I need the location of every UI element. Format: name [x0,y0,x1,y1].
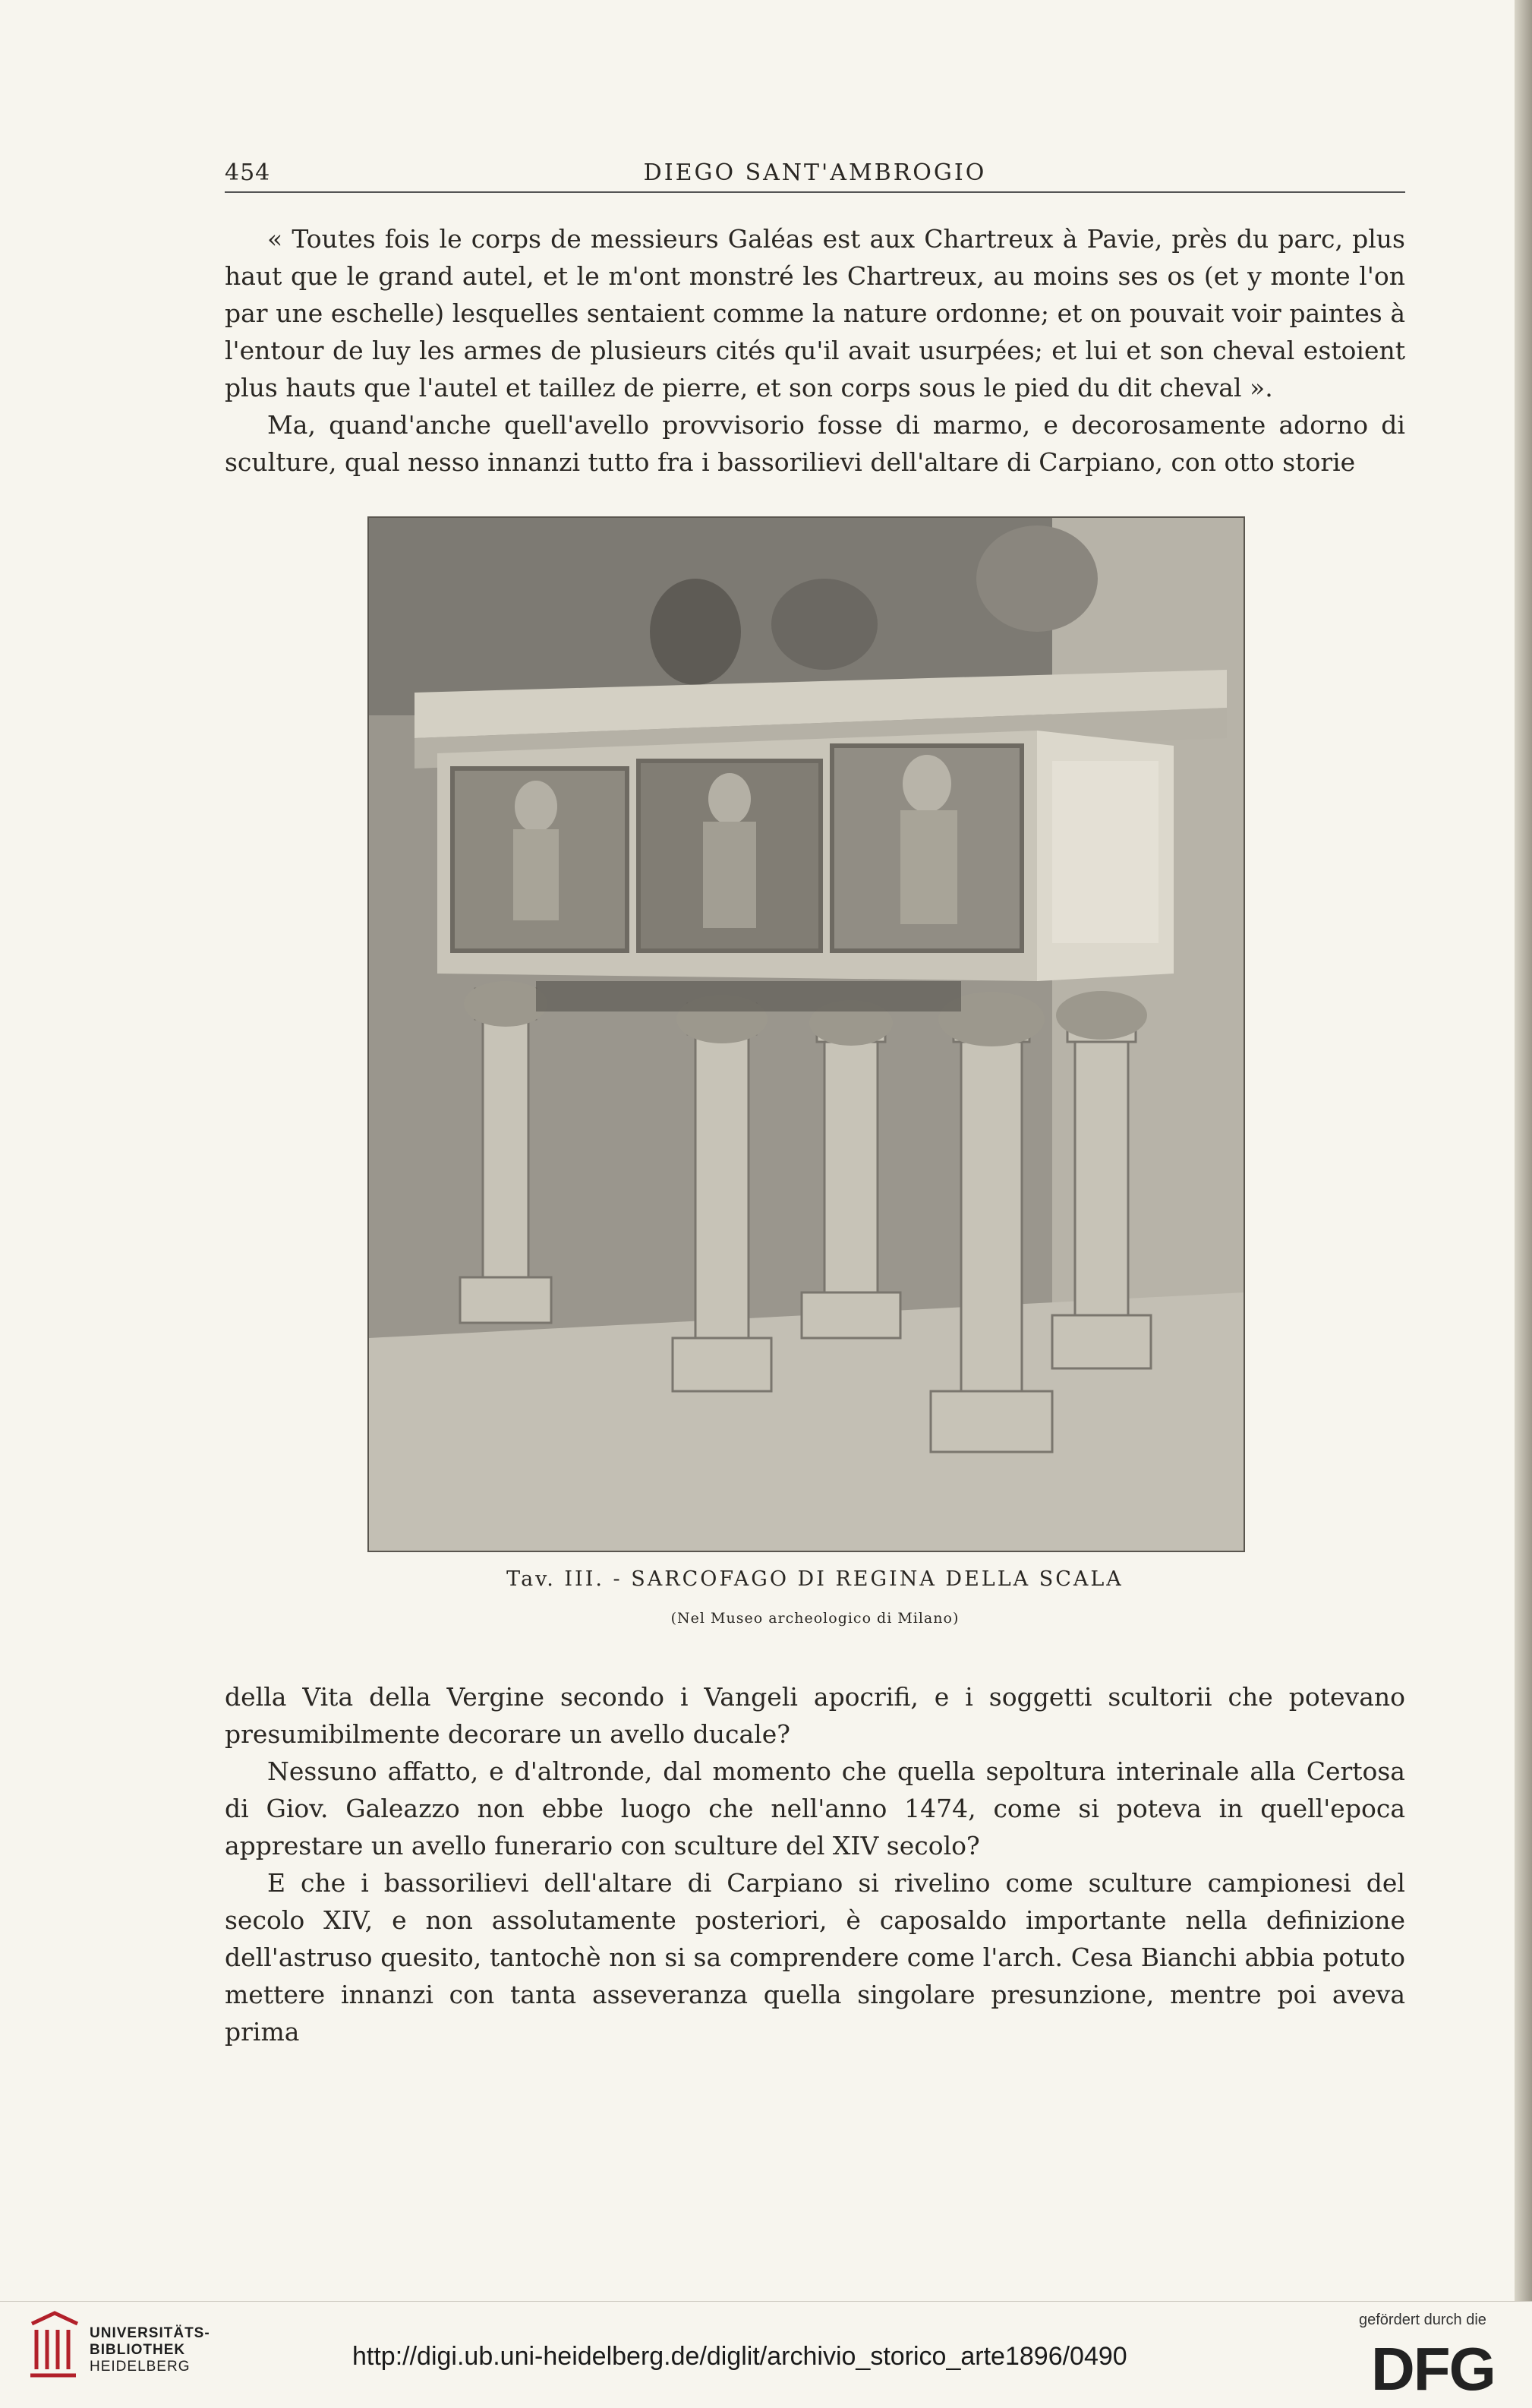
library-name-line: BIBLIOTHEK [90,2342,186,2358]
paragraph: Nessuno affatto, e d'altronde, dal momento che quella sepoltura interinale alla Certosa di Giov. Galeazzo non ebbe luogo che nell'anno 1474, come si poteva in quell'epoca apprestare un avello funerario con sculture del XIV secolo? [225,1756,1405,1860]
running-head [225,152,1405,193]
source-url-link[interactable]: http://digi.ub.uni-heidelberg.de/diglit/archivio_storico_arte1896/0490 [352,2342,1127,2371]
library-name [90,2325,210,2375]
page-edge-shadow [1515,0,1532,2301]
library-name-line: UNIVERSITÄTS- [90,2325,210,2341]
running-title: DIEGO SANT'AMBROGIO [643,159,987,186]
library-column-icon [24,2309,82,2384]
photo-illustration [369,518,1244,1551]
plate-caption: Tav. III. - SARCOFAGO DI REGINA DELLA SCALA [506,1567,1124,1591]
funding-label: gefördert durch die [1359,2312,1486,2328]
footer-divider [0,2301,1532,2302]
body-text-top [225,220,1405,481]
library-name-line: HEIDELBERG [90,2359,191,2375]
page-number: 454 [225,159,271,186]
paragraph: « Toutes fois le corps de messieurs Galéas est aux Chartreux à Pavie, près du parc, plus haut que le grand autel, et le m'ont monstré les Chartreux, au moins ses os (et y monte l'on par une eschelle) lesquelles sentaient comme la nature ordonne; et on pouvait voir paintes à l'entour de luy les armes de plusieurs cités qu'il avait usurpées; et lui et son cheval estoient plus hauts que l'autel et taillez de pierre, et son corps sous le pied du dit cheval ». [225,224,1405,402]
dfg-logo: DFG [1371,2335,1495,2403]
paragraph: della Vita della Vergine secondo i Vangeli apocrifi, e i soggetti scultorii che potevano presumibilmente decorare un avello ducale? [225,1682,1405,1749]
sarcophagus-photograph [367,516,1245,1552]
paragraph: Ma, quand'anche quell'avello provvisorio fosse di marmo, e decorosamente adorno di sculture, qual nesso innanzi tutto fra i bassorilievi dell'altare di Carpiano, con otto storie [225,410,1405,477]
paragraph: E che i bassorilievi dell'altare di Carpiano si rivelino come sculture campionesi del secolo XIV, e non assolutamente posteriori, è caposaldo importante nella definizione dell'astruso quesito, tantochè non si sa comprendere come l'arch. Cesa Bianchi abbia potuto mettere innanzi con tanta asseveranza quella singolare presunzione, mentre poi aveva prima [225,1868,1405,2047]
plate-subcaption: (Nel Museo archeologico di Milano) [670,1610,960,1627]
body-text-bottom [225,1678,1405,2050]
